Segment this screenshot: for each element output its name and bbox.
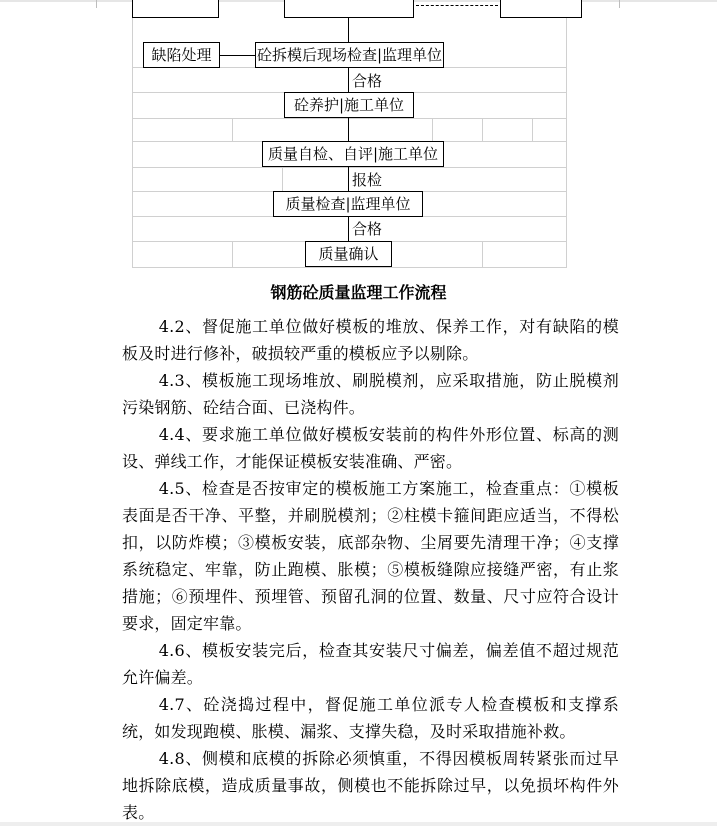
paragraph: 4.8、侧模和底模的拆除必须慎重，不得因模板周转紧张而过早地拆除底模，造成质量事故，侧模也不能拆除过早，以免损坏构件外表。: [122, 749, 619, 822]
body-text: [122, 313, 619, 826]
grid-line: [232, 118, 233, 141]
partial-box-right: [500, 0, 582, 18]
report-label: 报检: [352, 171, 383, 189]
page-bottom-edge: [0, 822, 717, 826]
grid-line: [432, 118, 433, 141]
confirm-box: 质量确认: [305, 241, 392, 267]
grid-line: [132, 0, 133, 268]
grid-line: [482, 241, 483, 267]
grid-line: [232, 241, 233, 267]
dashed-connector: [416, 5, 498, 6]
pass-label: 合格: [352, 72, 383, 90]
grid-line: [132, 267, 566, 268]
quality-check-box: 质量检查|监理单位: [273, 191, 423, 217]
grid-line: [132, 167, 566, 168]
inspect-box: 砼拆模后现场检查|监理单位: [255, 42, 444, 68]
paragraph: 4.5、检查是否按审定的模板施工方案施工，检查重点：①模板表面是否干净、平整，并刷脱模剂；②柱模卡箍间距应适当，不得松扣，以防炸模；③模板安装，底部杂物、尘屑要先清理干净；④支撑系统稳定、牢靠，防止跑模、胀模；⑤模板缝隙应接缝严密，有止浆措施；⑥预埋件、预埋管、预留孔洞的位置、数量、尺寸应符合设计要求，固定牢靠。: [122, 479, 619, 633]
defect-box: 缺陷处理: [143, 42, 220, 68]
paragraph: 4.3、模板施工现场堆放、刷脱模剂，应采取措施，防止脱模剂污染钢筋、砼结合面、已浇构件。: [122, 371, 619, 417]
grid-line: [132, 118, 566, 119]
grid-line: [482, 118, 483, 141]
figure-caption: 钢筋砼质量监理工作流程: [270, 283, 447, 302]
self-check-box: 质量自检、自评|施工单位: [262, 141, 444, 167]
paragraph: 4.4、要求施工单位做好模板安装前的构件外形位置、标高的测设、弹线工作，才能保证模板安装准确、严密。: [122, 425, 619, 471]
pass-label-2: 合格: [352, 220, 383, 238]
paragraph: 4.6、模板安装完后，检查其安装尺寸偏差，偏差值不超过规范允许偏差。: [122, 641, 619, 687]
partial-box-left: [132, 0, 219, 18]
curing-box: 砼养护|施工单位: [284, 92, 414, 118]
flowchart: [0, 0, 717, 272]
grid-line: [566, 0, 567, 268]
paragraph: 4.7、砼浇捣过程中，督促施工单位派专人检查模板和支撑系统，如发现跑模、胀模、漏浆、支撑失稳，及时采取措施补救。: [122, 695, 619, 741]
defect-connector: [220, 55, 255, 56]
partial-box-center: [284, 0, 414, 18]
grid-line: [282, 167, 283, 191]
grid-line: [532, 118, 533, 141]
paragraph: 4.2、督促施工单位做好模板的堆放、保养工作，对有缺陷的模板及时进行修补，破损较严重的模板应予以剔除。: [122, 317, 619, 363]
